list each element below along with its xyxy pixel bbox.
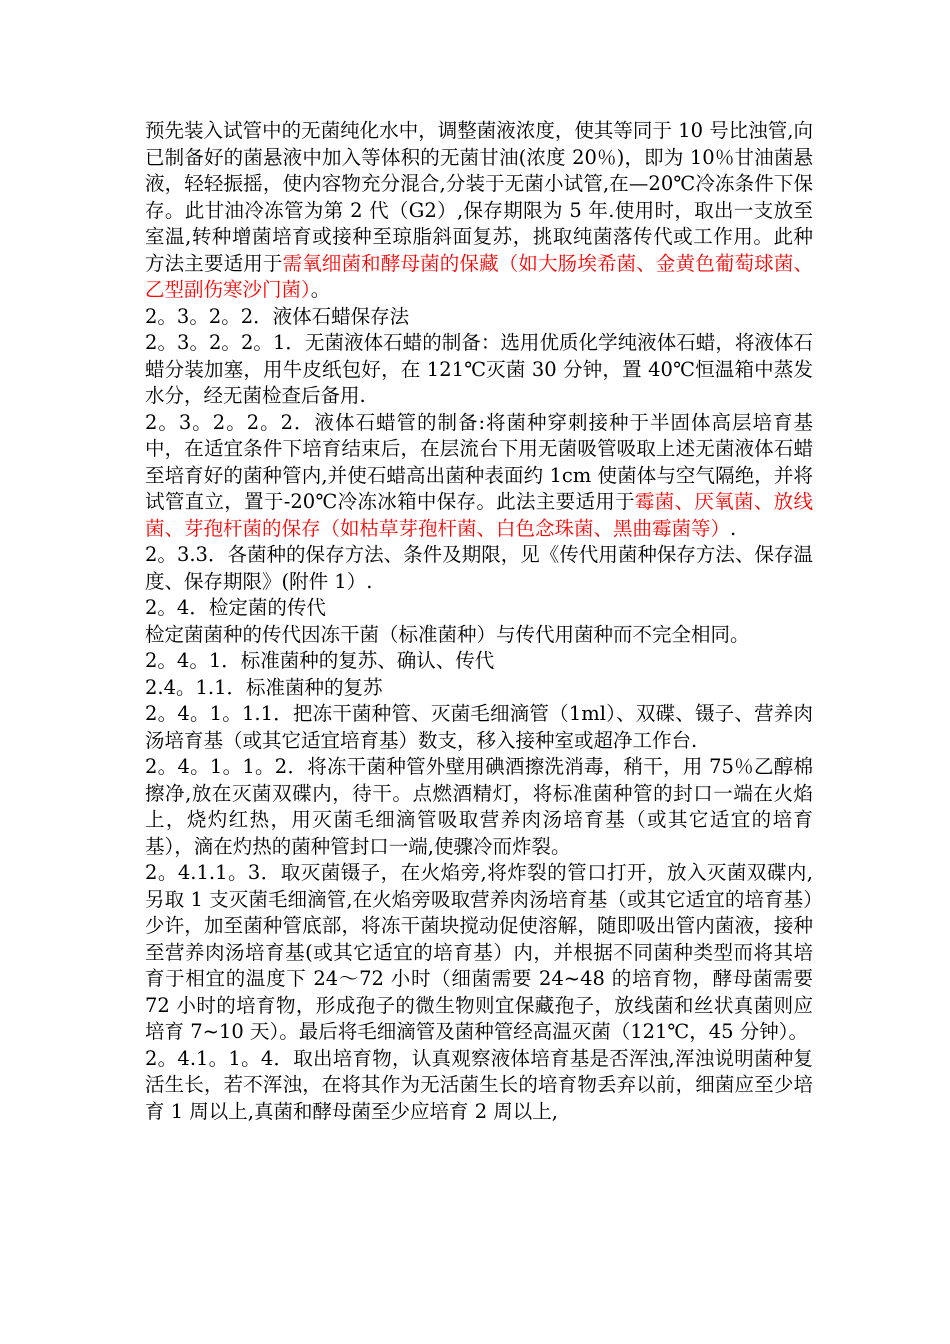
paragraph-tail: 。 xyxy=(310,278,331,301)
paragraph-step-1-1-3: 2。4.1.1。3．取灭菌镊子，在火焰旁,将炸裂的管口打开，放入灭菌双碟内,另取 1 支灭菌毛细滴管,在火焰旁吸取营养肉汤培育基（或其它适宜的培育基）少许，加至菌种管底部，将冻干菌块搅动促使溶解，随即吸出管内菌液，接种至营养肉汤培育基(或其它适宜的培育基）内，并根据不同菌种类型而将其培育于相宜的温度下 24～72 小时（细菌需要 24~48 的培育物，酵母菌需要 72 小时的培育物，形成孢子的微生物则宜保藏孢子，放线菌和丝状真菌则应培育 7~10 天）。最后将毛细滴管及菌种管经高温灭菌（121℃，45 分钟）。 xyxy=(145,861,813,1043)
section-heading-revival: 2.4。1.1．标准菌种的复苏 xyxy=(145,675,383,699)
paragraph-step-1-1-1: 2。4。1。1.1．把冻干菌种管、灭菌毛细滴管（1ml）、双碟、镊子、营养肉汤培育基（或其它适宜培育基）数支，移入接种室或超净工作台. xyxy=(145,702,813,752)
paragraph-text: 2。3。2。2。2．液体石蜡管的制备:将菌种穿刺接种于半固体高层培育基中，在适宜条件下培育结束后，在层流台下用无菌吸管吸取上述无菌液体石蜡至培育好的菌种管内,并使石蜡高出菌种表面约 1cm 使菌体与空气隔绝，并将试管直立，置于-20℃冷冻冰箱中保存。此法主要适用于 xyxy=(145,410,813,513)
highlighted-text: 霉菌、厌氧菌、放线菌、芽孢杆菌的保存（如枯草芽孢杆菌、白色念珠菌、黑曲霉菌等） xyxy=(145,490,813,540)
paragraph-tail: . xyxy=(730,516,737,540)
paragraph-step-1-1-4: 2。4.1。1。4．取出培育物，认真观察液体培育基是否浑浊,浑浊说明菌种复活生长，若不浑浊，在将其作为无活菌生长的培育物丢弃以前，细菌应至少培育 1 周以上,真菌和酵母菌至少应培育 2 周以上, xyxy=(145,1046,813,1123)
paragraph-text: 预先装入试管中的无菌纯化水中，调整菌液浓度，使其等同于 10 号比浊管,向已制备好的菌悬液中加入等体积的无菌甘油(浓度 20％)，即为 10％甘油菌悬液，轻轻振摇，使内容物充分混合,分装于无菌小试管,在—20℃冷冻条件下保存。此甘油冷冻管为第 2 代（G2）,保存期限为 5 年.使用时，取出一支放至室温,转种增菌培育或接种至琼脂斜面复苏，挑取纯菌落传代或工作用。此种方法主要适用于 xyxy=(145,119,813,275)
paragraph-subculture-intro: 检定菌菌种的传代因冻干菌（标准菌种）与传代用菌种而不完全相同。 xyxy=(145,622,750,646)
paragraph-paraffin-prep: 2。3。2。2。1．无菌液体石蜡的制备：选用优质化学纯液体石蜡，将液体石蜡分装加塞，用牛皮纸包好，在 121℃灭菌 30 分钟，置 40℃恒温箱中蒸发水分，经无菌检查后备用. xyxy=(145,331,813,407)
document-page xyxy=(145,118,813,1125)
section-heading-subculture: 2。4．检定菌的传代 xyxy=(145,596,326,619)
paragraph-paraffin-tube xyxy=(145,410,813,543)
paragraph-step-1-1-2: 2。4。1。1。2．将冻干菌种管外壁用碘酒擦洗消毒，稍干，用 75％乙醇棉擦净,放在灭菌双碟内，待干。点燃酒精灯，将标准菌种管的封口一端在火焰上，烧灼红热，用灭菌毛细滴管吸取营养肉汤培育基（或其它适宜的培育基），滴在灼热的菌种管封口一端,使骤冷而炸裂。 xyxy=(145,755,813,858)
section-heading-standard-strain: 2。4。1．标准菌种的复苏、确认、传代 xyxy=(145,649,495,672)
section-heading-liquid-paraffin: 2。3。2。2．液体石蜡保存法 xyxy=(145,304,410,328)
paragraph-storage-reference: 2。3.3．各菌种的保存方法、条件及期限，见《传代用菌种保存方法、保存温度、保存期限》(附件 1）. xyxy=(145,543,813,593)
highlighted-text: 需氧细菌和酵母菌的保藏（如大肠埃希菌、金黄色葡萄球菌、乙型副伤寒沙门菌） xyxy=(145,251,813,301)
paragraph-glycerol-storage xyxy=(145,118,813,304)
